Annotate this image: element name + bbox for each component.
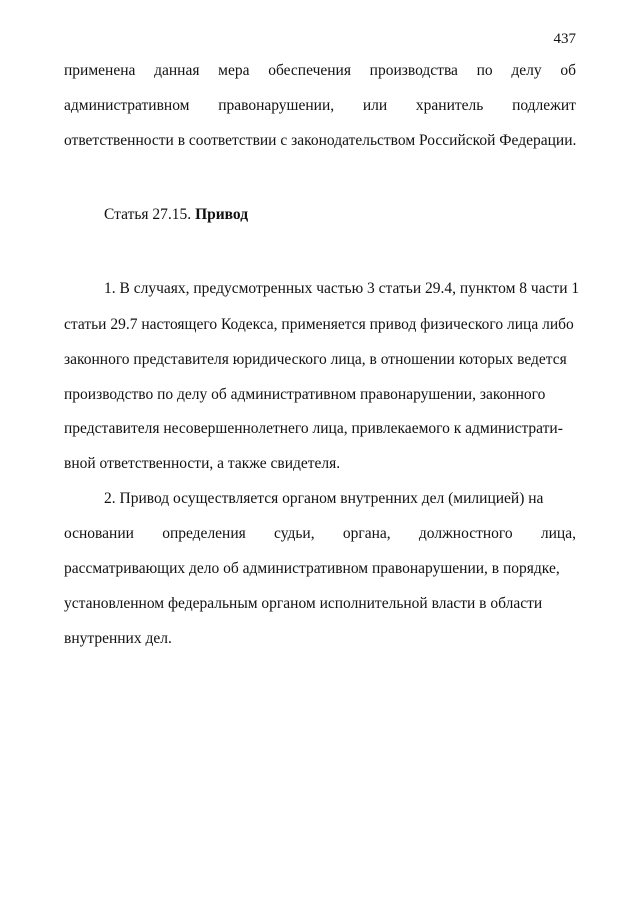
paragraph-1-line-4: производство по делу об административном правонарушении, законного (64, 386, 546, 403)
word: по (476, 62, 493, 79)
word: судьи, (274, 525, 315, 542)
word: определения (162, 525, 246, 542)
word: мера (218, 62, 250, 79)
article-number: Статья 27.15. (104, 206, 196, 223)
paragraph-1-line-2: статьи 29.7 настоящего Кодекса, применяется привод физического лица либо (64, 316, 574, 333)
paragraph-2-line-5: внутренних дел. (64, 630, 172, 647)
word: данная (154, 62, 200, 79)
word: органа, (342, 525, 391, 542)
paragraph-1-line-6: вной ответственности, а также свидетеля. (64, 455, 341, 472)
paragraph-1-line-5: представителя несовершеннолетнего лица, привлекаемого к администрати- (64, 420, 563, 437)
word: основании (64, 525, 134, 542)
page-number: 437 (553, 31, 576, 47)
paragraph-2-line-1: 2. Привод осуществляется органом внутренних дел (милицией) на (104, 490, 544, 507)
continuation-line-2 (64, 96, 576, 116)
word: об (560, 62, 576, 79)
paragraph-1-line-3: законного представителя юридического лица, в отношении которых ведется (64, 351, 567, 368)
paragraph-2-line-2 (64, 524, 576, 544)
word: должностного (418, 525, 513, 542)
word: применена (64, 62, 136, 79)
word: правонарушении, (218, 97, 335, 114)
paragraph-2-line-4: установленном федеральным органом исполнительной власти в области (64, 595, 543, 612)
word: или (362, 97, 388, 114)
article-heading (104, 205, 576, 225)
word: хранитель (415, 97, 484, 114)
continuation-line-1 (64, 61, 576, 81)
continuation-line-3: ответственности в соответствии с законодательством Российской Федерации. (64, 132, 577, 149)
word: лица, (540, 525, 576, 542)
paragraph-2-line-3: рассматривающих дело об административном правонарушении, в порядке, (64, 560, 560, 577)
paragraph-1-line-1: 1. В случаях, предусмотренных частью 3 статьи 29.4, пунктом 8 части 1 (104, 280, 580, 297)
word: подлежит (512, 97, 576, 114)
word: производства (369, 62, 458, 79)
article-title: Привод (195, 206, 249, 223)
word: делу (511, 62, 542, 79)
word: административном (64, 97, 190, 114)
word: обеспечения (268, 62, 351, 79)
